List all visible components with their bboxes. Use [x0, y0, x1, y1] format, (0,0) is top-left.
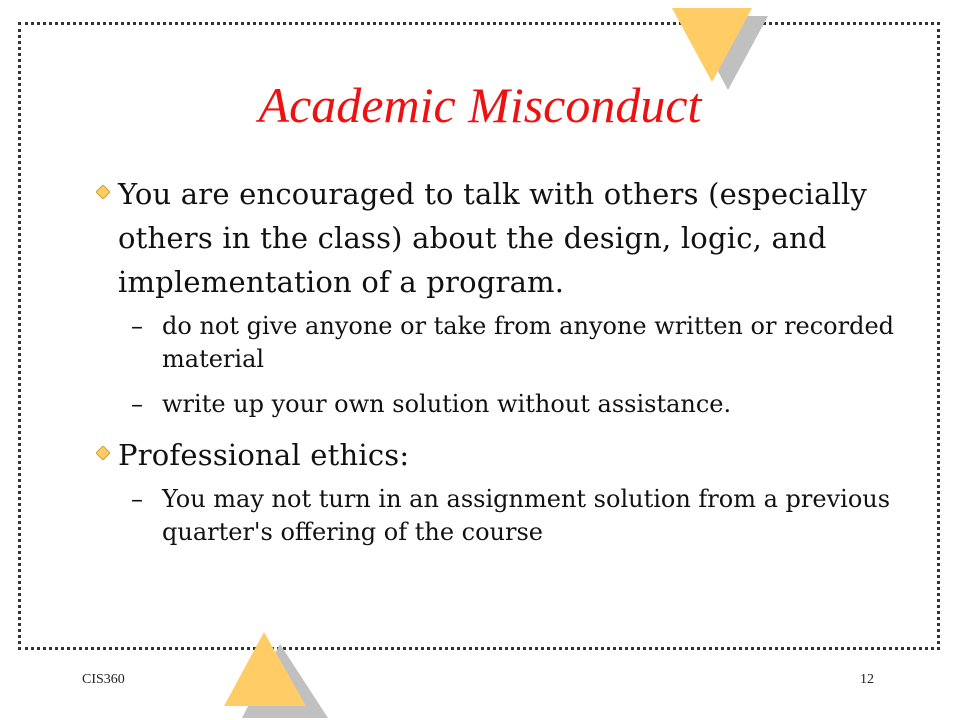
- sub-item: [96, 483, 896, 549]
- dash-marker: –: [131, 312, 143, 340]
- diamond-bullet-icon: [96, 185, 110, 199]
- sub-item: [96, 388, 896, 421]
- sub-item-text: write up your own solution without assistance.: [162, 390, 732, 418]
- slide-content: [96, 172, 896, 561]
- dash-marker: –: [131, 390, 143, 418]
- slide-title: Academic Misconduct: [258, 77, 702, 133]
- sub-item-text: You may not turn in an assignment solution from a previous quarter's offering of the course: [162, 485, 891, 546]
- footer-course: CIS360: [82, 672, 125, 687]
- bullet-item: [96, 172, 896, 304]
- sub-item: [96, 310, 896, 376]
- dash-marker: –: [131, 485, 143, 513]
- bullet-text: Professional ethics:: [118, 438, 410, 472]
- footer-page-number: 12: [860, 672, 874, 687]
- diamond-bullet-icon: [96, 446, 110, 460]
- sub-item-text: do not give anyone or take from anyone written or recorded material: [162, 312, 895, 373]
- bullet-text: You are encouraged to talk with others (especially others in the class) about the design, logic, and implementation of a program.: [118, 177, 868, 299]
- bullet-item: [96, 433, 896, 477]
- triangle-bottom-decoration: [220, 628, 336, 720]
